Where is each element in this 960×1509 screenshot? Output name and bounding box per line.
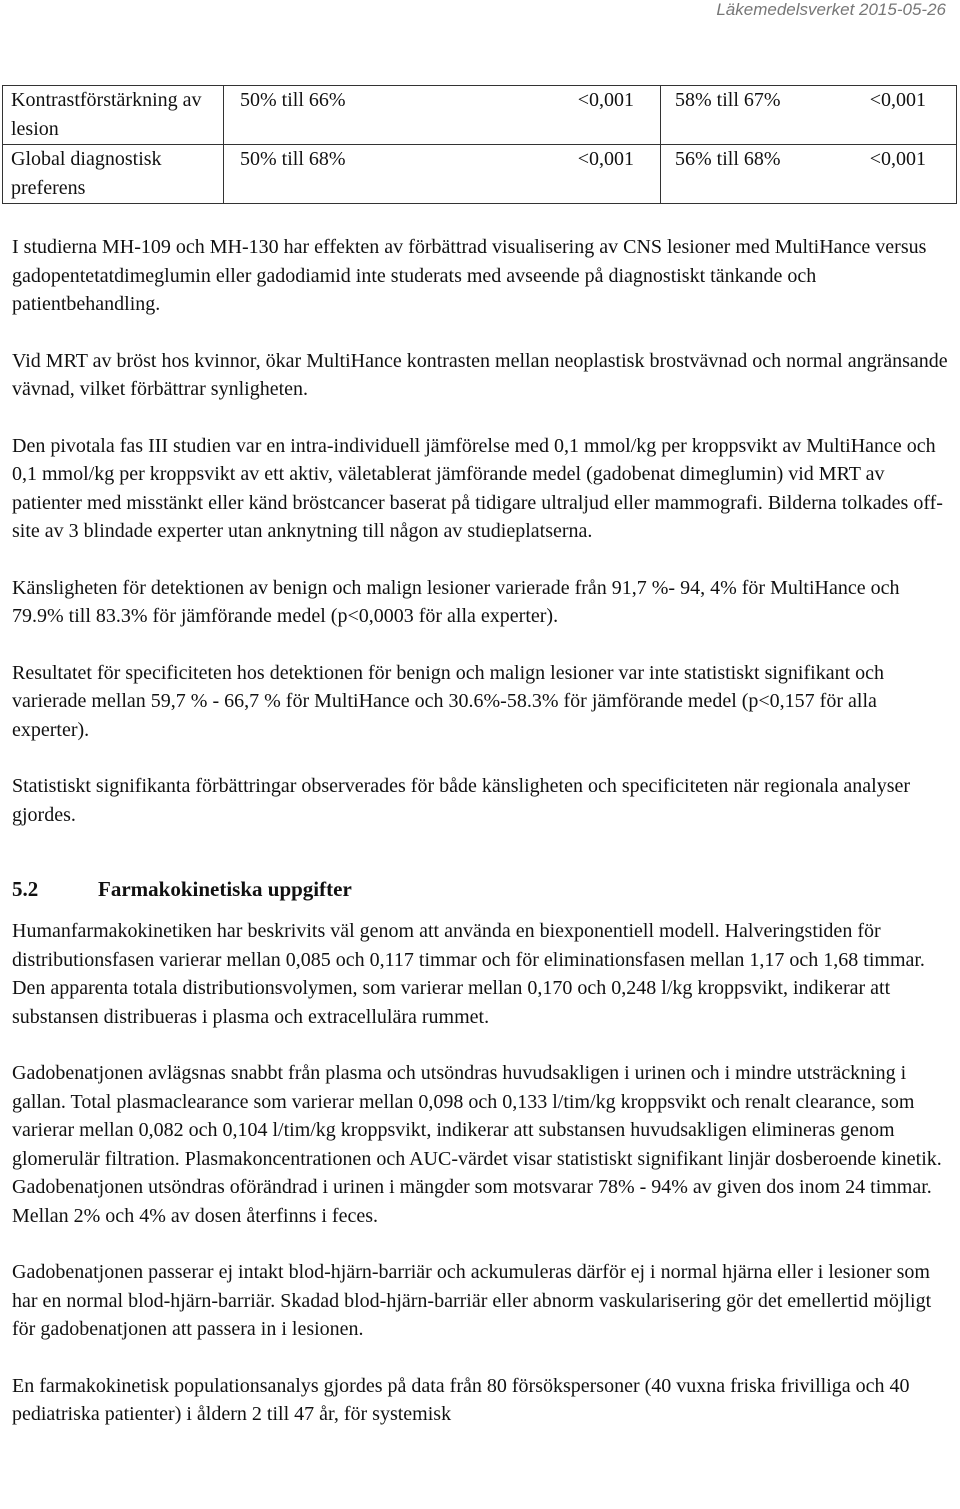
table-cell-range-1: 50% till 68%: [224, 145, 505, 204]
table-cell-range-1: 50% till 66%: [224, 86, 505, 145]
paragraph-pivotal-study: Den pivotala fas III studien var en intra-individuell jämförelse med 0,1 mmol/kg per kroppsvikt av MultiHance och 0,1 mmol/kg per kroppsvikt av ett aktiv, väletablerat jämförande medel (gadobenat dimeglumin) vid MRT av patienter med misstänkt eller känd bröstcancer baserat på tidigare ultraljud eller mammografi. Bilderna tolkades off-site av 3 blindade experter utan anknytning till någon av studieplatserna.: [12, 434, 943, 542]
table-cell-endpoint: Global diagnostisk preferens: [3, 145, 224, 204]
table-cell-p-value-2: <0,001: [845, 86, 957, 145]
section-title: Farmakokinetiska uppgifter: [98, 877, 352, 901]
document-header: Läkemedelsverket 2015-05-26: [716, 0, 946, 19]
paragraph-blood-brain-barrier: Gadobenatjonen passerar ej intakt blod-hjärn-barriär och ackumuleras därför ej i normal hjärna eller i lesioner som har en normal blod-hjärn-barriär. Skadad blod-hjärn-barriär eller abnorm vaskularisering gör det emellertid möjligt för gadobenatjonen att passera in i lesionen.: [12, 1261, 932, 1340]
table-cell-p-value-2: <0,001: [845, 145, 957, 204]
paragraph-breast-mri: Vid MRT av bröst hos kvinnor, ökar MultiHance kontrasten mellan neoplastisk brostvävnad och normal angränsande vävnad, vilket förbättrar synligheten.: [12, 349, 948, 400]
paragraph-specificity: Resultatet för specificiteten hos detektionen för benign och malign lesioner var inte statistiskt signifikant och varierade mellan 59,7 % - 66,7 % för MultiHance och 30.6%-58.3% för jämförande medel (p<0,157 för alla experter).: [12, 661, 885, 741]
paragraph-regional-analyses: Statistiskt signifikanta förbättringar observerades för både känsligheten och specificiteten när regionala analyser gjordes.: [12, 775, 911, 826]
paragraph-sensitivity: Känsligheten för detektionen av benign och malign lesioner varierade från 91,7 %- 94, 4% för MultiHance och 79.9% till 83.3% för jämförande medel (p<0,0003 för alla experter).: [12, 576, 900, 627]
section-number: 5.2: [12, 877, 39, 901]
table-row: [3, 145, 957, 204]
table-cell-range-2: 56% till 68%: [661, 145, 846, 204]
table-cell-p-value-1: <0,001: [504, 145, 661, 204]
document-body: [12, 233, 952, 1429]
paragraph-pharmacokinetics-model: Humanfarmakokinetiken har beskrivits väl genom att använda en biexponentiell modell. Halveringstiden för distributionsfasen varierar mellan 0,085 och 0,117 timmar och för eliminationsfasen mellan 1,17 och 1,68 timmar. Den apparenta totala distributionsvolymen, som varierar mellan 0,170 och 0,248 l/kg kroppsvikt, indikerar att substansen distribueras i plasma och extracellulära rummet.: [12, 920, 925, 1028]
paragraph-elimination: Gadobenatjonen avlägsnas snabbt från plasma och utsöndras huvudsakligen i urinen och i mindre utsträckning i gallan. Total plasmaclearance som varierar mellan 0,098 och 0,133 l/tim/kg kroppsvikt och renalt clearance, som varierar mellan 0,082 och 0,104 l/tim/kg kroppsvikt, indikerar att substansen huvudsakligen elimineras genom glomerulär filtration. Plasmakoncentrationen och AUC-värdet visar statistiskt signifikant linjär dosberoende kinetik. Gadobenatjonen utsöndras oförändrad i urinen i mängder som motsvarar 78% - 94% av given dos inom 24 timmar. Mellan 2% och 4% av dosen återfinns i feces.: [12, 1062, 942, 1227]
paragraph-population-analysis: En farmakokinetisk populationsanalys gjordes på data från 80 försökspersoner (40 vuxna friska frivilliga och 40 pediatriska patienter) i åldern 2 till 47 år, för systemisk: [12, 1374, 910, 1425]
table-row: [3, 86, 957, 145]
table-cell-range-2: 58% till 67%: [661, 86, 846, 145]
paragraph-cns-lesions: I studierna MH-109 och MH-130 har effekten av förbättrad visualisering av CNS lesioner med MultiHance versus gadopentetatdimeglumin eller gadodiamid inte studerats med avseende på diagnostiskt tänkande och patientbehandling.: [12, 236, 927, 315]
table-cell-endpoint: Kontrastförstärkning av lesion: [3, 86, 224, 145]
table-cell-p-value-1: <0,001: [504, 86, 661, 145]
results-table: [2, 85, 957, 204]
section-heading: [12, 875, 952, 903]
